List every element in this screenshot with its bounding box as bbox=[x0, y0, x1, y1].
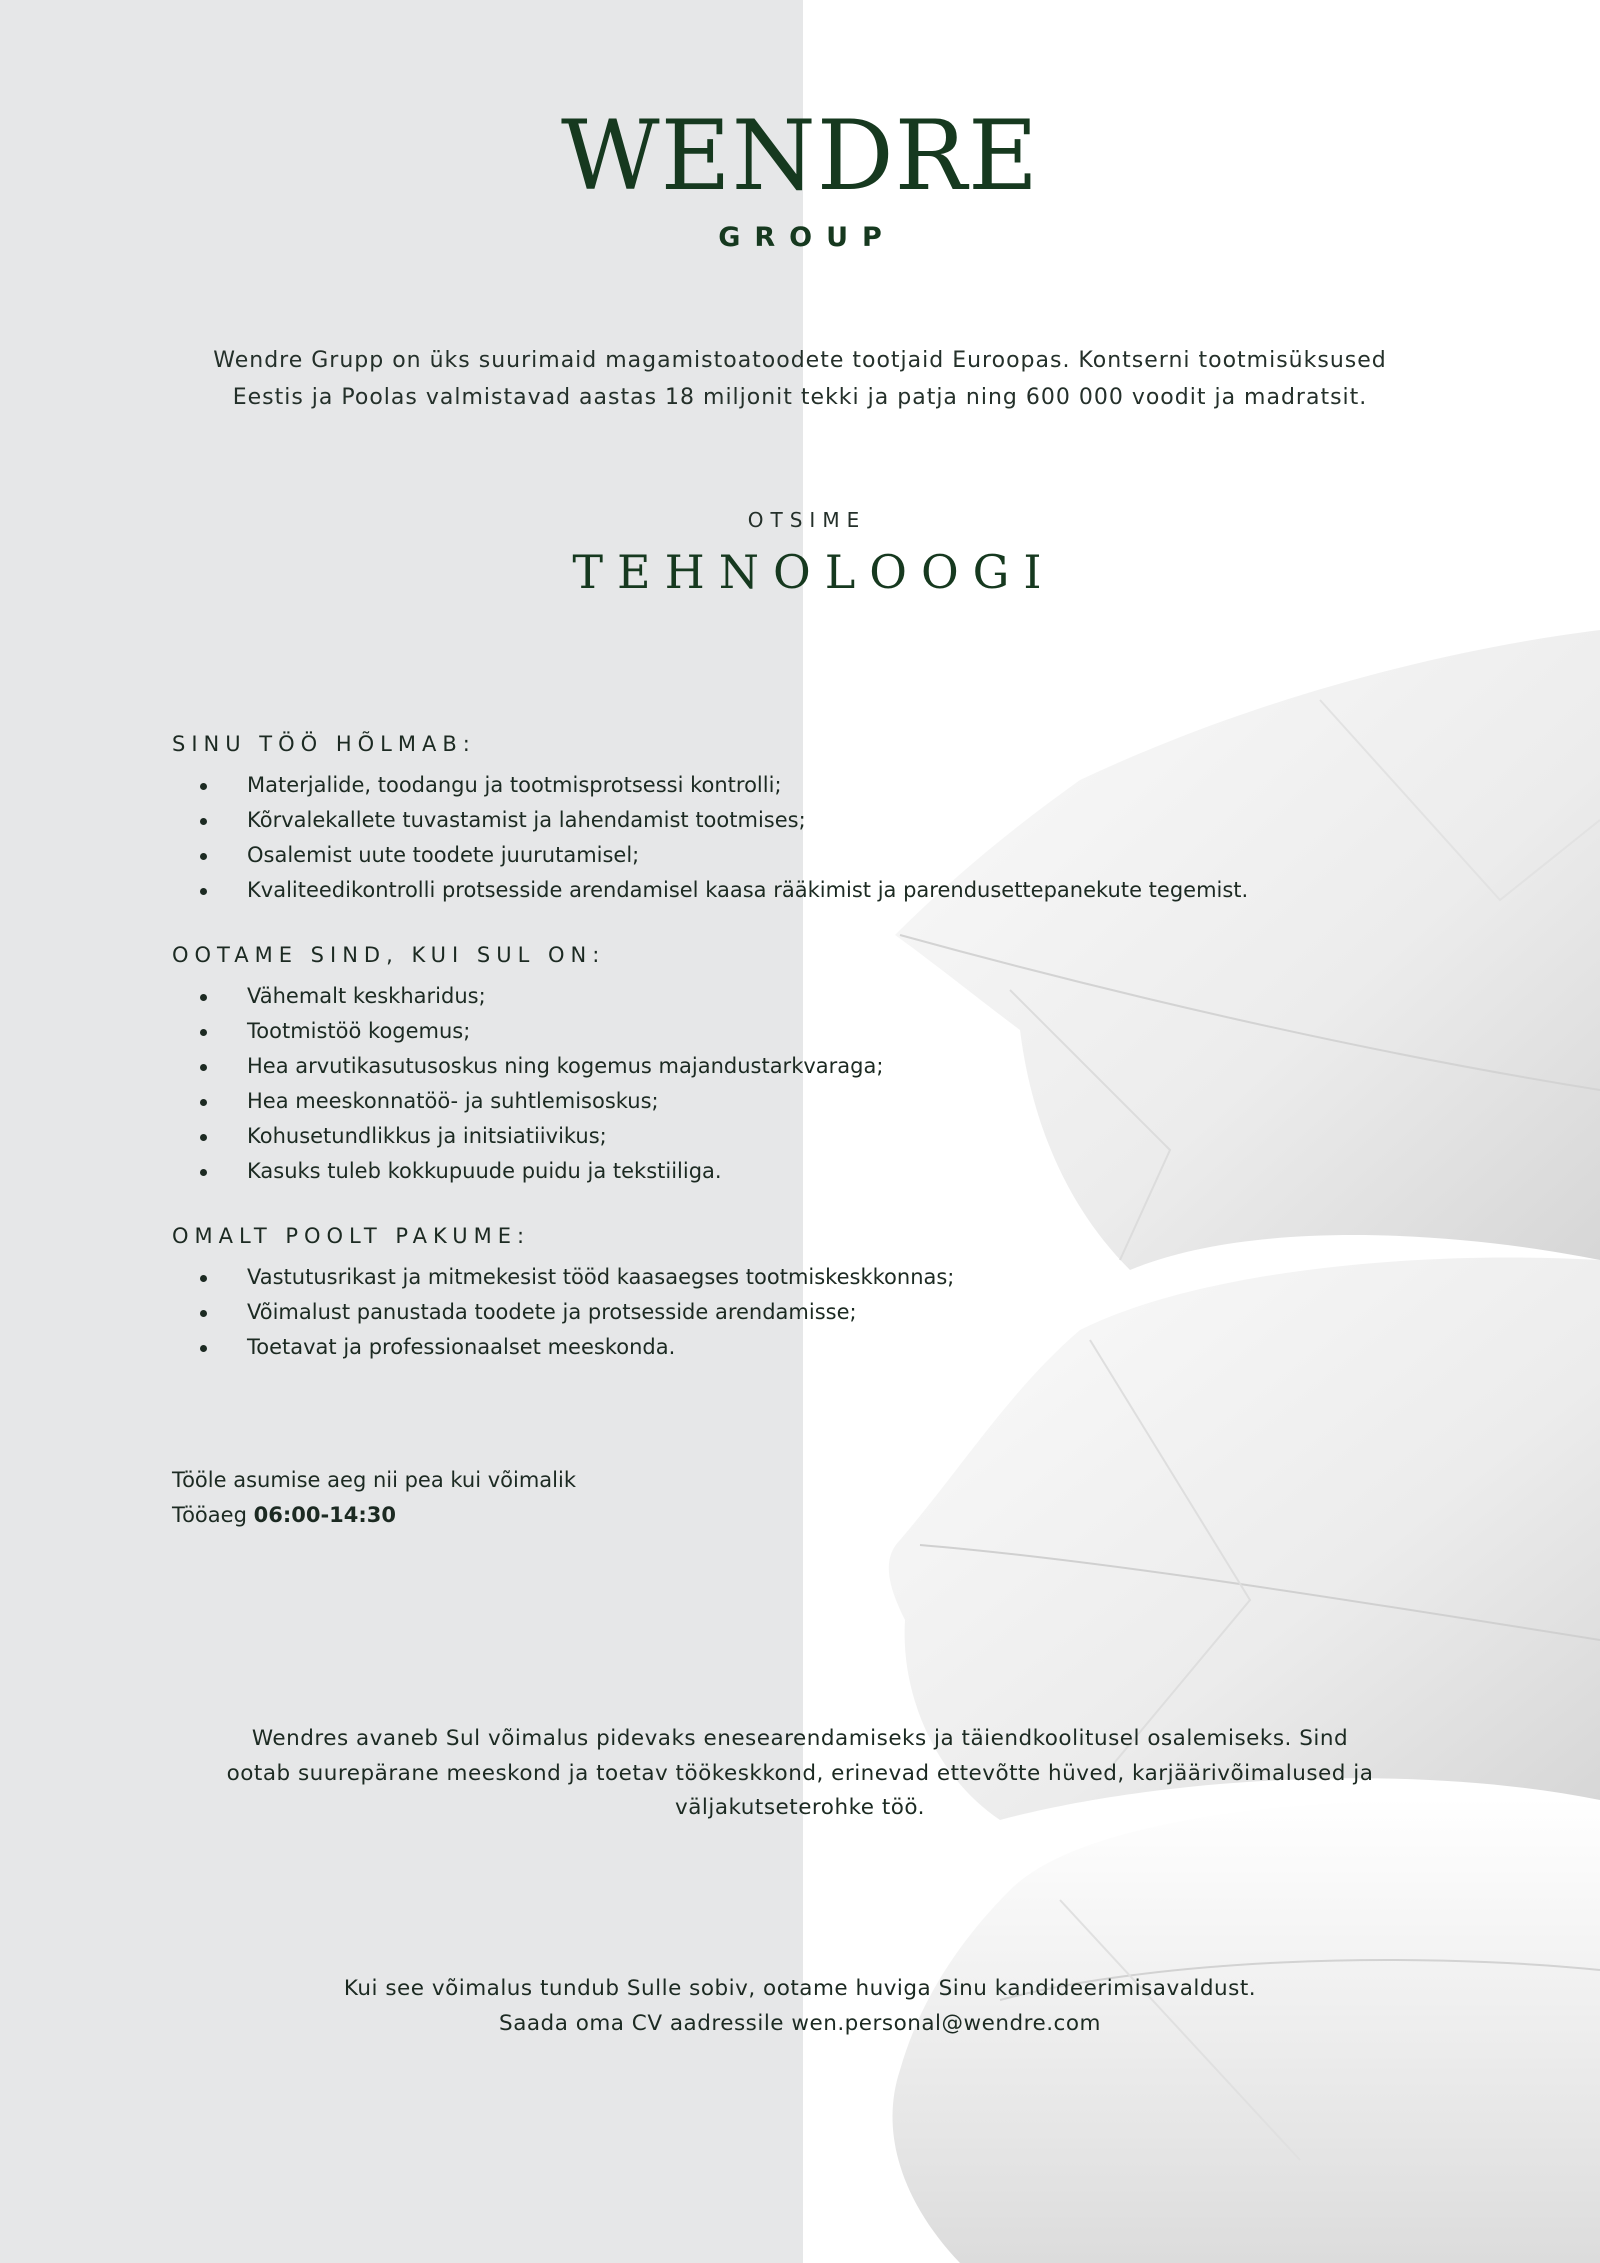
logo-wordmark: WENDRE bbox=[560, 100, 1040, 212]
company-intro bbox=[160, 342, 1440, 416]
contact-email: wen.personal@wendre.com bbox=[791, 2010, 1101, 2036]
benefits-paragraph bbox=[190, 1722, 1410, 1826]
section-heading: SINU TÖÖ HÕLMAB: bbox=[172, 732, 476, 756]
job-title: TEHNOLOOGI bbox=[572, 545, 1056, 599]
position-eyebrow: OTSIME bbox=[747, 508, 867, 532]
list-item: Hea arvutikasutusoskus ning kogemus majandustarkvaraga; bbox=[172, 1049, 1472, 1084]
section-heading: OOTAME SIND, KUI SUL ON: bbox=[172, 943, 606, 967]
apply-line-1: Kui see võimalus tundub Sulle sobiv, ootame huviga Sinu kandideerimisavaldust. bbox=[343, 1976, 1257, 2001]
job-sections bbox=[172, 732, 1472, 1400]
hours-label: Tööaeg bbox=[172, 1503, 247, 1527]
list-item: Kohusetundlikkus ja initsiatiivikus; bbox=[172, 1119, 1472, 1154]
list-item: Materjalide, toodangu ja tootmisprotsessi kontrolli; bbox=[172, 768, 1472, 803]
responsibilities-list bbox=[172, 768, 1472, 908]
apply-paragraph bbox=[190, 1972, 1410, 2041]
requirements-list bbox=[172, 979, 1472, 1189]
benefits-line-1: Wendres avaneb Sul võimalus pidevaks enesearendamiseks ja täiendkoolitusel osalemiseks. Sind bbox=[251, 1726, 1349, 1751]
hours-value: 06:00-14:30 bbox=[253, 1503, 396, 1527]
apply-line-2 bbox=[190, 2007, 1410, 2042]
list-item: Tootmistöö kogemus; bbox=[172, 1014, 1472, 1049]
offer-list bbox=[172, 1260, 1472, 1365]
section-heading: OMALT POOLT PAKUME: bbox=[172, 1224, 531, 1248]
list-item: Osalemist uute toodete juurutamisel; bbox=[172, 838, 1472, 873]
list-item: Kvaliteedikontrolli protsesside arendamisel kaasa rääkimist ja parendusettepanekute tegemist. bbox=[172, 873, 1472, 908]
intro-line-2: Eestis ja Poolas valmistavad aastas 18 miljonit tekki ja patja ning 600 000 voodit ja madratsit. bbox=[232, 385, 1368, 410]
list-item: Vastutusrikast ja mitmekesist tööd kaasaegses tootmiskeskkonnas; bbox=[172, 1260, 1472, 1295]
section-responsibilities bbox=[172, 732, 1472, 908]
list-item: Kõrvalekallete tuvastamist ja lahendamist tootmises; bbox=[172, 803, 1472, 838]
list-item: Toetavat ja professionaalset meeskonda. bbox=[172, 1330, 1472, 1365]
section-requirements bbox=[172, 943, 1472, 1189]
apply-prefix: Saada oma CV aadressile bbox=[499, 2010, 785, 2036]
working-hours bbox=[172, 1498, 576, 1533]
benefits-line-3: väljakutseterohke töö. bbox=[674, 1795, 926, 1820]
work-info bbox=[172, 1463, 576, 1533]
benefits-line-2: ootab suurepärane meeskond ja toetav töökeskkond, erinevad ettevõtte hüved, karjäärivõimalused ja bbox=[226, 1760, 1374, 1786]
intro-line-1: Wendre Grupp on üks suurimaid magamistoatoodete tootjaid Euroopas. Kontserni tootmisüksused bbox=[213, 348, 1387, 373]
list-item: Võimalust panustada toodete ja protsesside arendamisse; bbox=[172, 1295, 1472, 1330]
list-item: Kasuks tuleb kokkupuude puidu ja tekstiiliga. bbox=[172, 1154, 1472, 1189]
list-item: Hea meeskonnatöö- ja suhtlemisoskus; bbox=[172, 1084, 1472, 1119]
list-item: Vähemalt keskharidus; bbox=[172, 979, 1472, 1014]
section-offer bbox=[172, 1224, 1472, 1365]
logo-subtitle: GROUP bbox=[718, 222, 896, 253]
wendre-group-logo bbox=[0, 100, 1600, 253]
start-date-text: Tööle asumise aeg nii pea kui võimalik bbox=[172, 1468, 576, 1492]
